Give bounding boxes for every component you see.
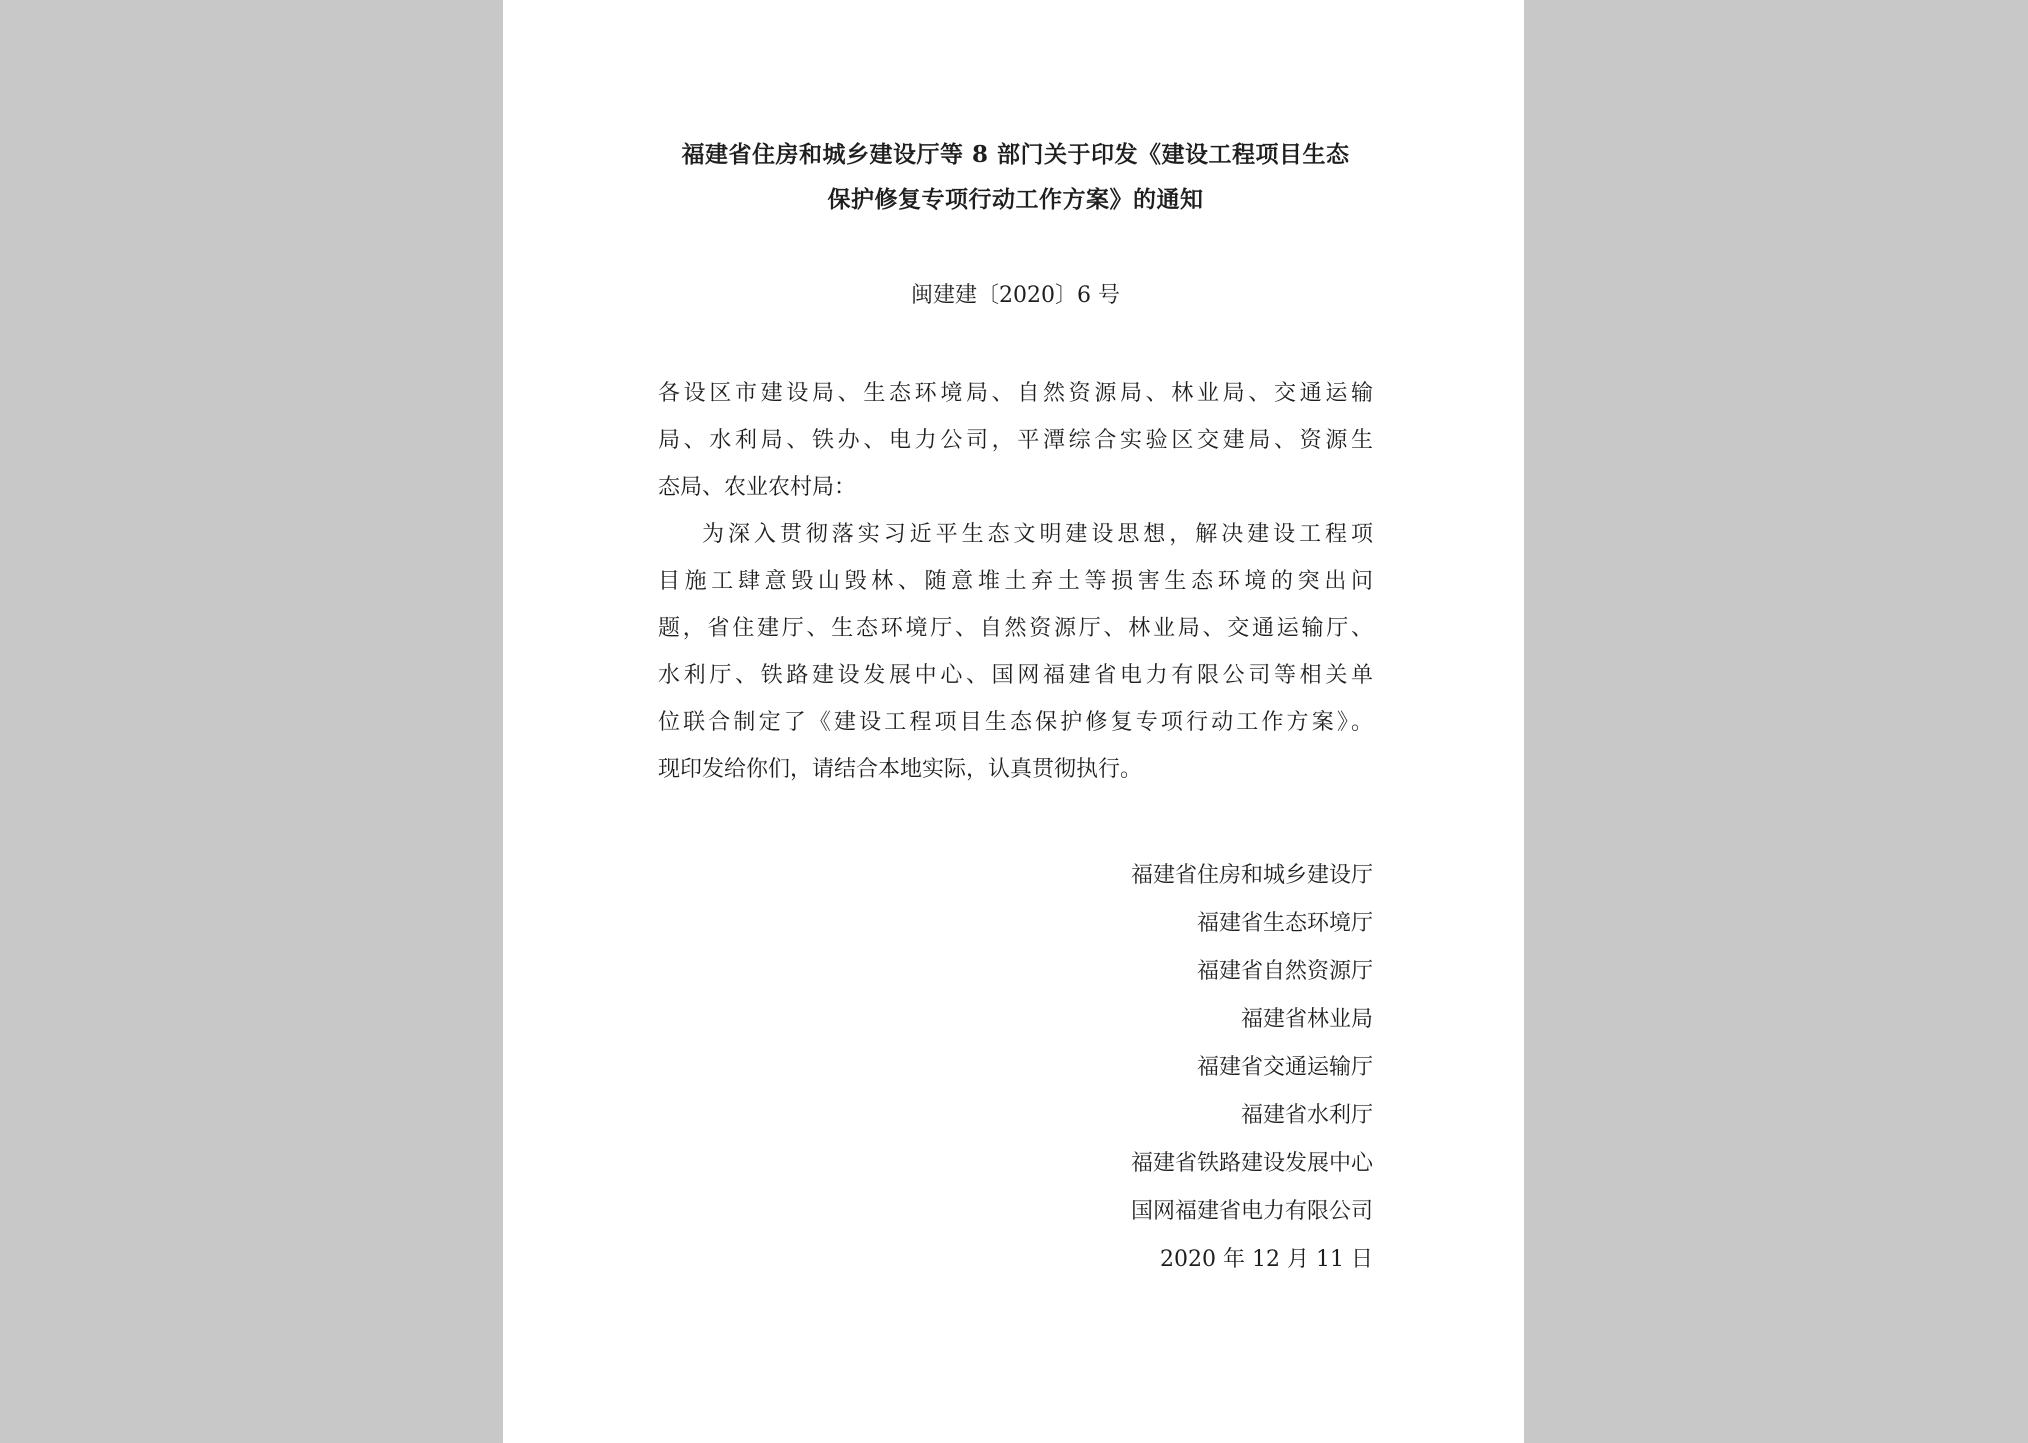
signatory: 福建省交通运输厅 [1196, 1055, 1373, 1080]
addressee-line: 局、水利局、铁办、电力公司，平潭综合实验区交建局、资源生 [658, 428, 1373, 453]
body-line: 目施工肆意毁山毁林、随意堆土弃土等损害生态环境的突出问 [658, 569, 1373, 594]
signatory: 福建省水利厅 [1240, 1103, 1373, 1128]
addressee-line: 各设区市建设局、生态环境局、自然资源局、林业局、交通运输 [658, 381, 1373, 406]
signatory: 福建省铁路建设发展中心 [1130, 1151, 1373, 1176]
title-line: 保护修复专项行动工作方案》的通知 [827, 186, 1204, 213]
body-line: 现印发给你们，请结合本地实际，认真贯彻执行。 [658, 757, 1143, 782]
document-body [658, 370, 1373, 793]
document-title [658, 132, 1373, 222]
addressee-line: 态局、农业农村局： [658, 475, 857, 500]
signatory: 福建省生态环境厅 [1196, 911, 1373, 936]
body-line: 为深入贯彻落实习近平生态文明建设思想，解决建设工程项 [702, 522, 1373, 547]
document-number: 闽建建〔2020〕6 号 [911, 283, 1120, 308]
body-line: 位联合制定了《建设工程项目生态保护修复专项行动工作方案》。 [658, 710, 1373, 735]
body-line: 水利厅、铁路建设发展中心、国网福建省电力有限公司等相关单 [658, 663, 1373, 688]
document-date: 2020 年 12 月 11 日 [1160, 1247, 1373, 1272]
signatory: 国网福建省电力有限公司 [1130, 1199, 1373, 1224]
document-page [503, 0, 1524, 1443]
signature-block [658, 852, 1373, 1284]
title-line: 福建省住房和城乡建设厅等 8 部门关于印发《建设工程项目生态 [681, 141, 1350, 168]
body-line: 题，省住建厅、生态环境厅、自然资源厅、林业局、交通运输厅、 [658, 616, 1373, 641]
signatory: 福建省林业局 [1240, 1007, 1373, 1032]
signatory: 福建省住房和城乡建设厅 [1130, 863, 1373, 888]
signatory: 福建省自然资源厅 [1196, 959, 1373, 984]
